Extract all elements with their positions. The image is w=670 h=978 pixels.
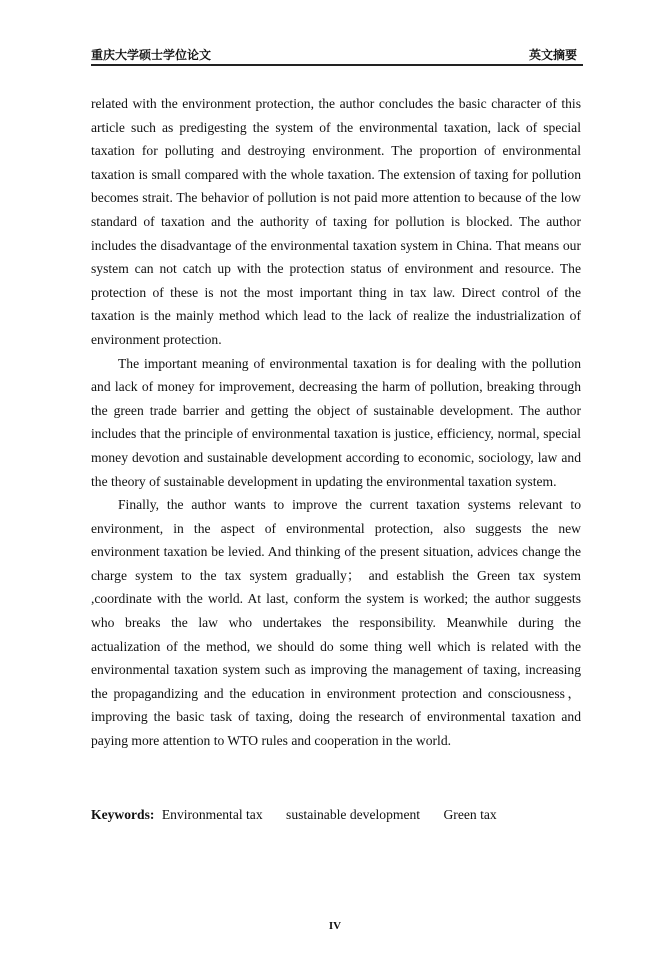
abstract-paragraph: The important meaning of environmental taxation is for dealing with the pollution and lack of money for improvement, decreasing the harm of pollution, breaking through the green trade barrier and getting the object of sustainable development. The author includes that the principle of environmental taxation is justice, efficiency, normal, special money devotion and sustainable development according to economic, sociology, law and the theory of sustainable development in updating the environmental taxation system. xyxy=(91,355,581,489)
keyword: Green tax xyxy=(443,807,497,822)
page-number: IV xyxy=(328,920,342,932)
keywords-label: Keywords: xyxy=(91,807,155,822)
page-header xyxy=(91,46,583,66)
keyword: Environmental tax xyxy=(161,807,263,822)
keyword: sustainable development xyxy=(286,807,421,822)
abstract-body xyxy=(91,92,581,753)
section-title-header: 英文摘要 xyxy=(528,48,577,62)
abstract-paragraph: related with the environment protection, the author concludes the basic character of this article such as predigesting the system of the environmental taxation, lack of special taxation for polluting and destroying environment. The proportion of environmental taxation is small compared with the whole taxation. The extension of taxing for pollution becomes strait. The behavior of pollution is not paid more attention to because of the low standard of taxation and the authority of taxing for pollution is blocked. The author includes the disadvantage of the environmental taxation system in China. That means our system can not catch up with the protection status of environment and resource. The protection of these is not the most important thing in tax law. Direct control of the taxation is the mainly method which lead to the lack of realize the industrialization of environment protection. xyxy=(91,96,581,347)
abstract-paragraph: Finally, the author wants to improve the current taxation systems relevant to environment, in the aspect of environmental protection, also suggests the new environment taxation be levied. And thinking of the present situation, advices change the charge system to the tax system gradually； and establish the Green tax system ,coordinate with the world. At last, conform the system is worked; the author suggests who breaks the law who undertakes the responsibility. Meanwhile during the actualization of the method, we should do some thing well which is related with the environmental taxation system such as improving the management of taxing, increasing the propagandizing and the education in environment protection and consciousness，improving the basic task of taxing, doing the research of environmental taxation and paying more attention to WTO rules and cooperation in the world. xyxy=(91,497,581,749)
keywords-line xyxy=(91,803,581,826)
thesis-title-header: 重庆大学硕士学位论文 xyxy=(91,48,212,62)
